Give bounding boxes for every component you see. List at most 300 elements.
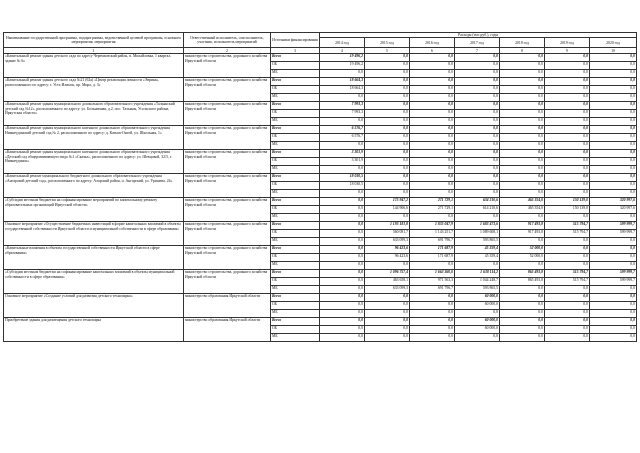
expense-value: 0,0 <box>590 246 637 254</box>
funding-source: Всего <box>271 102 320 110</box>
expense-value: 0,0 <box>320 262 365 270</box>
expense-value: 19 496,2 <box>320 62 365 70</box>
expense-value: 0,0 <box>320 118 365 126</box>
expense-value: 0,0 <box>500 86 545 94</box>
funding-source: МБ <box>271 166 320 174</box>
expense-value: 917 493,8 <box>500 230 545 238</box>
expense-value: 0,0 <box>500 70 545 78</box>
funding-source: ОБ <box>271 230 320 238</box>
expense-value: 0,0 <box>365 190 410 198</box>
expense-value: 52 000,0 <box>500 246 545 254</box>
funding-source: ОБ <box>271 62 320 70</box>
expense-value: 0,0 <box>320 214 365 222</box>
expense-value: 0,0 <box>500 166 545 174</box>
table-row <box>4 270 637 278</box>
program-name: «Субсидии местным бюджетам на софинансирование капитальных вложений в объекты муниципальной собственности в сфере образования» <box>4 270 184 294</box>
expense-value: 0,0 <box>410 190 455 198</box>
expense-value: 60 000,0 <box>455 302 500 310</box>
expense-value: 0,0 <box>365 126 410 134</box>
expense-value: 0,0 <box>500 182 545 190</box>
expense-value: 0,0 <box>590 318 637 326</box>
table-row <box>4 78 637 86</box>
expense-value: 0,0 <box>545 318 590 326</box>
expense-value: 96 423,6 <box>365 246 410 254</box>
expense-value: 0,0 <box>545 118 590 126</box>
expense-value: 0,0 <box>320 270 365 278</box>
expense-value: 0,0 <box>545 286 590 294</box>
expense-value: 0,0 <box>410 70 455 78</box>
expense-value: 60 000,0 <box>455 326 500 334</box>
expense-value: 691 796,7 <box>410 286 455 294</box>
expense-value: 0,0 <box>455 214 500 222</box>
expense-value: 0,0 <box>320 278 365 286</box>
funding-source: Всего <box>271 198 320 206</box>
expense-value: 0,0 <box>545 110 590 118</box>
expense-value: 0,0 <box>410 158 455 166</box>
expense-value: 0,0 <box>365 174 410 182</box>
expense-value: 0,0 <box>545 238 590 246</box>
funding-source: Всего <box>271 222 320 230</box>
funding-source: Всего <box>271 270 320 278</box>
expense-value: 0,0 <box>455 174 500 182</box>
expense-value: 0,0 <box>320 334 365 342</box>
expense-value: 0,0 <box>365 150 410 158</box>
expense-value: 633 099,3 <box>365 238 410 246</box>
header-index: 2 <box>184 48 271 54</box>
expense-value: 593 865,5 <box>455 286 500 294</box>
program-name: «Капитальный ремонт здания детского сада по адресу Черемховский район, п. Михайловка, 1 квартал, здание № 6» <box>4 54 184 78</box>
funding-source: МБ <box>271 190 320 198</box>
expense-value: 0,0 <box>545 62 590 70</box>
expense-value: 0,0 <box>590 190 637 198</box>
expense-value: 0,0 <box>545 190 590 198</box>
expense-value: 0,0 <box>500 158 545 166</box>
table-row <box>4 54 637 62</box>
expense-value: 634 210,6 <box>455 198 500 206</box>
expense-value: 0,0 <box>320 222 365 230</box>
expense-value: 45 359,4 <box>455 254 500 262</box>
expense-value: 0,0 <box>455 182 500 190</box>
expense-value: 0,0 <box>500 118 545 126</box>
expense-value: 0,0 <box>320 318 365 326</box>
expense-value: 0,0 <box>500 238 545 246</box>
expense-value: 0,0 <box>500 190 545 198</box>
responsible-executor: министерство строительства, дорожного хозяйства Иркутской области <box>184 174 271 198</box>
expense-value: 0,0 <box>545 262 590 270</box>
expense-value: 0,0 <box>590 78 637 86</box>
expense-value: 0,0 <box>320 198 365 206</box>
responsible-executor: министерство строительства, дорожного хозяйства Иркутской области <box>184 270 271 294</box>
expense-value: 0,0 <box>590 62 637 70</box>
funding-source: МБ <box>271 334 320 342</box>
expense-value: 1 193 181,8 <box>365 222 410 230</box>
expense-value: 0,0 <box>410 166 455 174</box>
funding-source: МБ <box>271 70 320 78</box>
expense-value: 3 301,9 <box>320 158 365 166</box>
expense-value: 515 794,7 <box>545 270 590 278</box>
expense-value: 0,0 <box>590 294 637 302</box>
header-index: 9 <box>545 48 590 54</box>
responsible-executor: министерство строительства, дорожного хозяйства Иркутской области <box>184 126 271 150</box>
expense-value: 463 658,1 <box>365 278 410 286</box>
expense-value: 865 493,8 <box>500 270 545 278</box>
expense-value: 0,0 <box>320 286 365 294</box>
expense-value: 271 729,1 <box>410 206 455 214</box>
expense-value: 599 999,7 <box>590 230 637 238</box>
expense-value: 1 089 608,1 <box>455 230 500 238</box>
expense-value: 0,0 <box>500 94 545 102</box>
expense-value: 0,0 <box>500 326 545 334</box>
expense-value: 0,0 <box>320 230 365 238</box>
expense-value: 0,0 <box>410 110 455 118</box>
funding-source: ОБ <box>271 86 320 94</box>
expense-value: 0,0 <box>455 86 500 94</box>
expense-value: 0,0 <box>590 174 637 182</box>
expense-value: 0,0 <box>590 254 637 262</box>
funding-source: ОБ <box>271 110 320 118</box>
expense-value: 0,0 <box>320 166 365 174</box>
table-row <box>4 150 637 158</box>
expense-value: 0,0 <box>455 102 500 110</box>
header-costs: Расходы (тыс.руб.), годы <box>320 33 637 38</box>
expense-value: 0,0 <box>590 126 637 134</box>
expense-value: 0,0 <box>410 214 455 222</box>
expense-value: 0,0 <box>590 142 637 150</box>
expense-value: 0,0 <box>320 326 365 334</box>
program-name: «Капитальный ремонт здания детского сада №21 (62а) «Центр реализации личности «Эврика», расположенного по адресу: г. Усть-Илимск, пр. Мира, д. 3» <box>4 78 184 102</box>
funding-source: МБ <box>271 238 320 246</box>
header-index: 5 <box>365 48 410 54</box>
expense-value: 0,0 <box>410 318 455 326</box>
expense-value: 0,0 <box>410 118 455 126</box>
program-table <box>3 32 637 342</box>
funding-source: ОБ <box>271 326 320 334</box>
expense-value: 971 563,3 <box>410 278 455 286</box>
expense-value: 0,0 <box>590 102 637 110</box>
expense-value: 96 423,6 <box>365 254 410 262</box>
expense-value: 0,0 <box>590 302 637 310</box>
expense-value: 0,0 <box>410 334 455 342</box>
expense-value: 0,0 <box>545 150 590 158</box>
expense-value: 0,0 <box>500 150 545 158</box>
expense-value: 0,0 <box>590 54 637 62</box>
expense-value: 0,0 <box>410 78 455 86</box>
expense-value: 633 099,3 <box>365 286 410 294</box>
expense-value: 0,0 <box>410 326 455 334</box>
expense-value: 0,0 <box>410 262 455 270</box>
expense-value: 0,0 <box>365 182 410 190</box>
funding-source: МБ <box>271 94 320 102</box>
expense-value: 0,0 <box>410 174 455 182</box>
responsible-executor: министерство строительства, дорожного хозяйства Иркутской области <box>184 222 271 246</box>
expense-value: 0,0 <box>410 102 455 110</box>
table-row <box>4 294 637 302</box>
expense-value: 60 000,0 <box>455 294 500 302</box>
expense-value: 0,0 <box>545 254 590 262</box>
expense-value: 0,0 <box>545 246 590 254</box>
table-row <box>4 198 637 206</box>
expense-value: 465 354,0 <box>500 198 545 206</box>
table-row <box>4 318 637 326</box>
expense-value: 0,0 <box>455 126 500 134</box>
expense-value: 0,0 <box>365 294 410 302</box>
expense-value: 0,0 <box>590 310 637 318</box>
expense-value: 0,0 <box>320 70 365 78</box>
program-name: «Капитальные вложения в объекты государственной собственности Иркутской области в сфере образования» <box>4 246 184 270</box>
expense-value: 465 354,0 <box>500 206 545 214</box>
header-index: 7 <box>455 48 500 54</box>
funding-source: ОБ <box>271 182 320 190</box>
expense-value: 6 576,7 <box>320 134 365 142</box>
table-row <box>4 126 637 134</box>
expense-value: 691 796,7 <box>410 238 455 246</box>
expense-value: 0,0 <box>545 334 590 342</box>
expense-value: 0,0 <box>365 102 410 110</box>
expense-value: 0,0 <box>320 294 365 302</box>
expense-value: 0,0 <box>410 86 455 94</box>
expense-value: 0,0 <box>365 62 410 70</box>
header-index: 1 <box>4 48 184 54</box>
expense-value: 0,0 <box>320 206 365 214</box>
expense-value: 515 794,7 <box>545 222 590 230</box>
header-name: Наименование государственной программы, подпрограммы, ведомственной целевой программы, основного мероприятия, мероприятия <box>4 33 184 48</box>
expense-value: 45 359,4 <box>455 246 500 254</box>
funding-source: МБ <box>271 286 320 294</box>
expense-value: 0,0 <box>545 94 590 102</box>
header-index: 6 <box>410 48 455 54</box>
header-index: 8 <box>500 48 545 54</box>
expense-value: 0,0 <box>365 54 410 62</box>
header-year: 2020 год <box>590 38 637 48</box>
table-row <box>4 222 637 230</box>
header-year: 2019 год <box>545 38 590 48</box>
expense-value: 3 301,9 <box>320 150 365 158</box>
funding-source: Всего <box>271 318 320 326</box>
expense-value: 0,0 <box>545 86 590 94</box>
expense-value: 0,0 <box>455 334 500 342</box>
expense-value: 0,0 <box>590 286 637 294</box>
expense-value: 60 000,0 <box>455 318 500 326</box>
expense-value: 0,0 <box>410 94 455 102</box>
expense-value: 0,0 <box>545 294 590 302</box>
table-row <box>4 246 637 254</box>
expense-value: 0,0 <box>410 150 455 158</box>
expense-value: 0,0 <box>410 294 455 302</box>
responsible-executor: министерство строительства, дорожного хозяйства Иркутской области <box>184 150 271 174</box>
expense-value: 1 096 757,4 <box>365 270 410 278</box>
expense-value: 0,0 <box>320 238 365 246</box>
program-name: Основное мероприятие «Создание условий для развития детского технопарка» <box>4 294 184 318</box>
expense-value: 52 000,0 <box>500 254 545 262</box>
expense-value: 0,0 <box>320 142 365 150</box>
expense-value: 0,0 <box>455 110 500 118</box>
expense-value: 0,0 <box>365 86 410 94</box>
expense-value: 175 947,2 <box>365 198 410 206</box>
expense-value: 0,0 <box>590 326 637 334</box>
expense-value: 0,0 <box>545 54 590 62</box>
expense-value: 1 683 473,6 <box>455 222 500 230</box>
expense-value: 0,0 <box>545 134 590 142</box>
expense-value: 19 496,2 <box>320 54 365 62</box>
program-name: «Капитальный ремонт муниципального бюджетного дошкольного образовательного учреждения «Ангарский детский сад», расположенного по адресу: Аларский район, п. Ангарский, ул. Уришева, 24» <box>4 174 184 198</box>
expense-value: 0,0 <box>500 142 545 150</box>
responsible-executor: министерство строительства, дорожного хозяйства Иркутской области <box>184 198 271 222</box>
expense-value: 0,0 <box>500 134 545 142</box>
expense-value: 7 993,3 <box>320 110 365 118</box>
expense-value: 0,0 <box>500 294 545 302</box>
expense-value: 0,0 <box>410 134 455 142</box>
expense-value: 0,0 <box>455 54 500 62</box>
expense-value: 515 794,7 <box>545 230 590 238</box>
expense-value: 6 576,7 <box>320 126 365 134</box>
header-year: 2014 год <box>320 38 365 48</box>
expense-value: 0,0 <box>545 302 590 310</box>
expense-value: 171 687,9 <box>410 246 455 254</box>
expense-value: 0,0 <box>500 174 545 182</box>
expense-value: 0,0 <box>545 102 590 110</box>
expense-value: 0,0 <box>365 166 410 174</box>
expense-value: 0,0 <box>545 70 590 78</box>
funding-source: Всего <box>271 150 320 158</box>
expense-value: 0,0 <box>545 310 590 318</box>
responsible-executor: министерство строительства, дорожного хозяйства Иркутской области <box>184 78 271 102</box>
header-year: 2016 год <box>410 38 455 48</box>
funding-source: МБ <box>271 118 320 126</box>
expense-value: 0,0 <box>500 310 545 318</box>
expense-value: 0,0 <box>320 190 365 198</box>
table-row <box>4 102 637 110</box>
program-name: Основное мероприятие «Осуществление бюджетных инвестиций в форме капитальных вложений в объекты государственной собственности Иркутской области и муниципальной собственности в сфере образования» <box>4 222 184 246</box>
expense-value: 0,0 <box>545 158 590 166</box>
expense-value: 599 999,7 <box>590 222 637 230</box>
funding-source: МБ <box>271 310 320 318</box>
expense-value: 0,0 <box>320 302 365 310</box>
expense-value: 599 999,7 <box>590 270 637 278</box>
expense-value: 0,0 <box>455 62 500 70</box>
expense-value: 0,0 <box>500 262 545 270</box>
funding-source: ОБ <box>271 206 320 214</box>
expense-value: 0,0 <box>455 142 500 150</box>
funding-source: ОБ <box>271 302 320 310</box>
expense-value: 0,0 <box>590 70 637 78</box>
header-year: 2015 год <box>365 38 410 48</box>
expense-value: 18 664,3 <box>320 78 365 86</box>
expense-value: 320 997,6 <box>590 206 637 214</box>
expense-value: 0,0 <box>590 118 637 126</box>
funding-source: Всего <box>271 54 320 62</box>
funding-source: ОБ <box>271 278 320 286</box>
funding-source: МБ <box>271 214 320 222</box>
responsible-executor: министерство строительства, дорожного хозяйства Иркутской области <box>184 54 271 78</box>
expense-value: 0,0 <box>500 302 545 310</box>
expense-value: 0,0 <box>500 54 545 62</box>
expense-value: 0,0 <box>590 262 637 270</box>
expense-value: 1 835 047,9 <box>410 222 455 230</box>
expense-value: 0,0 <box>545 78 590 86</box>
expense-value: 0,0 <box>545 182 590 190</box>
expense-value: 0,0 <box>365 158 410 166</box>
expense-value: 0,0 <box>545 126 590 134</box>
header-index: 3 <box>271 48 320 54</box>
expense-value: 0,0 <box>365 142 410 150</box>
header-year: 2018 год <box>500 38 545 48</box>
expense-value: 0,0 <box>455 262 500 270</box>
funding-source: Всего <box>271 246 320 254</box>
expense-value: 0,0 <box>590 150 637 158</box>
expense-value: 0,0 <box>500 214 545 222</box>
expense-value: 0,0 <box>365 302 410 310</box>
expense-value: 0,0 <box>365 326 410 334</box>
funding-source: Всего <box>271 174 320 182</box>
expense-value: 614 210,6 <box>455 206 500 214</box>
expense-value: 0,0 <box>500 62 545 70</box>
expense-value: 0,0 <box>455 190 500 198</box>
expense-value: 0,0 <box>410 54 455 62</box>
expense-value: 599 999,7 <box>590 278 637 286</box>
responsible-executor: министерство образования Иркутской области <box>184 294 271 318</box>
expense-value: 0,0 <box>500 78 545 86</box>
expense-value: 0,0 <box>365 94 410 102</box>
expense-value: 0,0 <box>410 310 455 318</box>
funding-source: Всего <box>271 126 320 134</box>
expense-value: 0,0 <box>590 238 637 246</box>
expense-value: 0,0 <box>410 62 455 70</box>
expense-value: 0,0 <box>365 118 410 126</box>
funding-source: Всего <box>271 294 320 302</box>
expense-value: 0,0 <box>455 166 500 174</box>
expense-value: 0,0 <box>365 262 410 270</box>
expense-value: 1 044 248,7 <box>455 278 500 286</box>
expense-value: 865 493,8 <box>500 278 545 286</box>
expense-value: 150 139,0 <box>545 198 590 206</box>
expense-value: 271 729,1 <box>410 198 455 206</box>
expense-value: 1 143 251,7 <box>410 230 455 238</box>
expense-value: 0,0 <box>500 334 545 342</box>
expense-value: 0,0 <box>545 166 590 174</box>
expense-value: 0,0 <box>365 70 410 78</box>
funding-source: ОБ <box>271 158 320 166</box>
expense-value: 150 139,0 <box>545 206 590 214</box>
expense-value: 0,0 <box>365 334 410 342</box>
expense-value: 0,0 <box>320 310 365 318</box>
expense-value: 0,0 <box>500 286 545 294</box>
expense-value: 593 865,5 <box>455 238 500 246</box>
expense-value: 0,0 <box>365 110 410 118</box>
funding-source: МБ <box>271 262 320 270</box>
expense-value: 0,0 <box>590 166 637 174</box>
expense-value: 0,0 <box>545 214 590 222</box>
expense-value: 0,0 <box>455 134 500 142</box>
expense-value: 0,0 <box>410 142 455 150</box>
expense-value: 0,0 <box>365 214 410 222</box>
table-row <box>4 174 637 182</box>
program-name: «Капитальный ремонт здания муниципального казенного дошкольного образовательного учреждения Нижнеудинский детский сад № 2, расположенного по адресу: д. Катыш-Онгой, ул. Школьная, 1» <box>4 126 184 150</box>
responsible-executor: министерство строительства, дорожного хозяйства Иркутской области <box>184 102 271 126</box>
expense-value: 0,0 <box>500 102 545 110</box>
expense-value: 0,0 <box>590 110 637 118</box>
expense-value: 0,0 <box>455 158 500 166</box>
expense-value: 0,0 <box>500 318 545 326</box>
expense-value: 0,0 <box>320 94 365 102</box>
expense-value: 0,0 <box>455 78 500 86</box>
expense-value: 0,0 <box>545 142 590 150</box>
expense-value: 0,0 <box>410 302 455 310</box>
expense-value: 0,0 <box>455 70 500 78</box>
expense-value: 0,0 <box>590 214 637 222</box>
expense-value: 0,0 <box>590 334 637 342</box>
header-responsible: Ответственный исполнитель, соисполнитель, участник, исполнитель мероприятий <box>184 33 271 48</box>
expense-value: 1 638 114,2 <box>455 270 500 278</box>
